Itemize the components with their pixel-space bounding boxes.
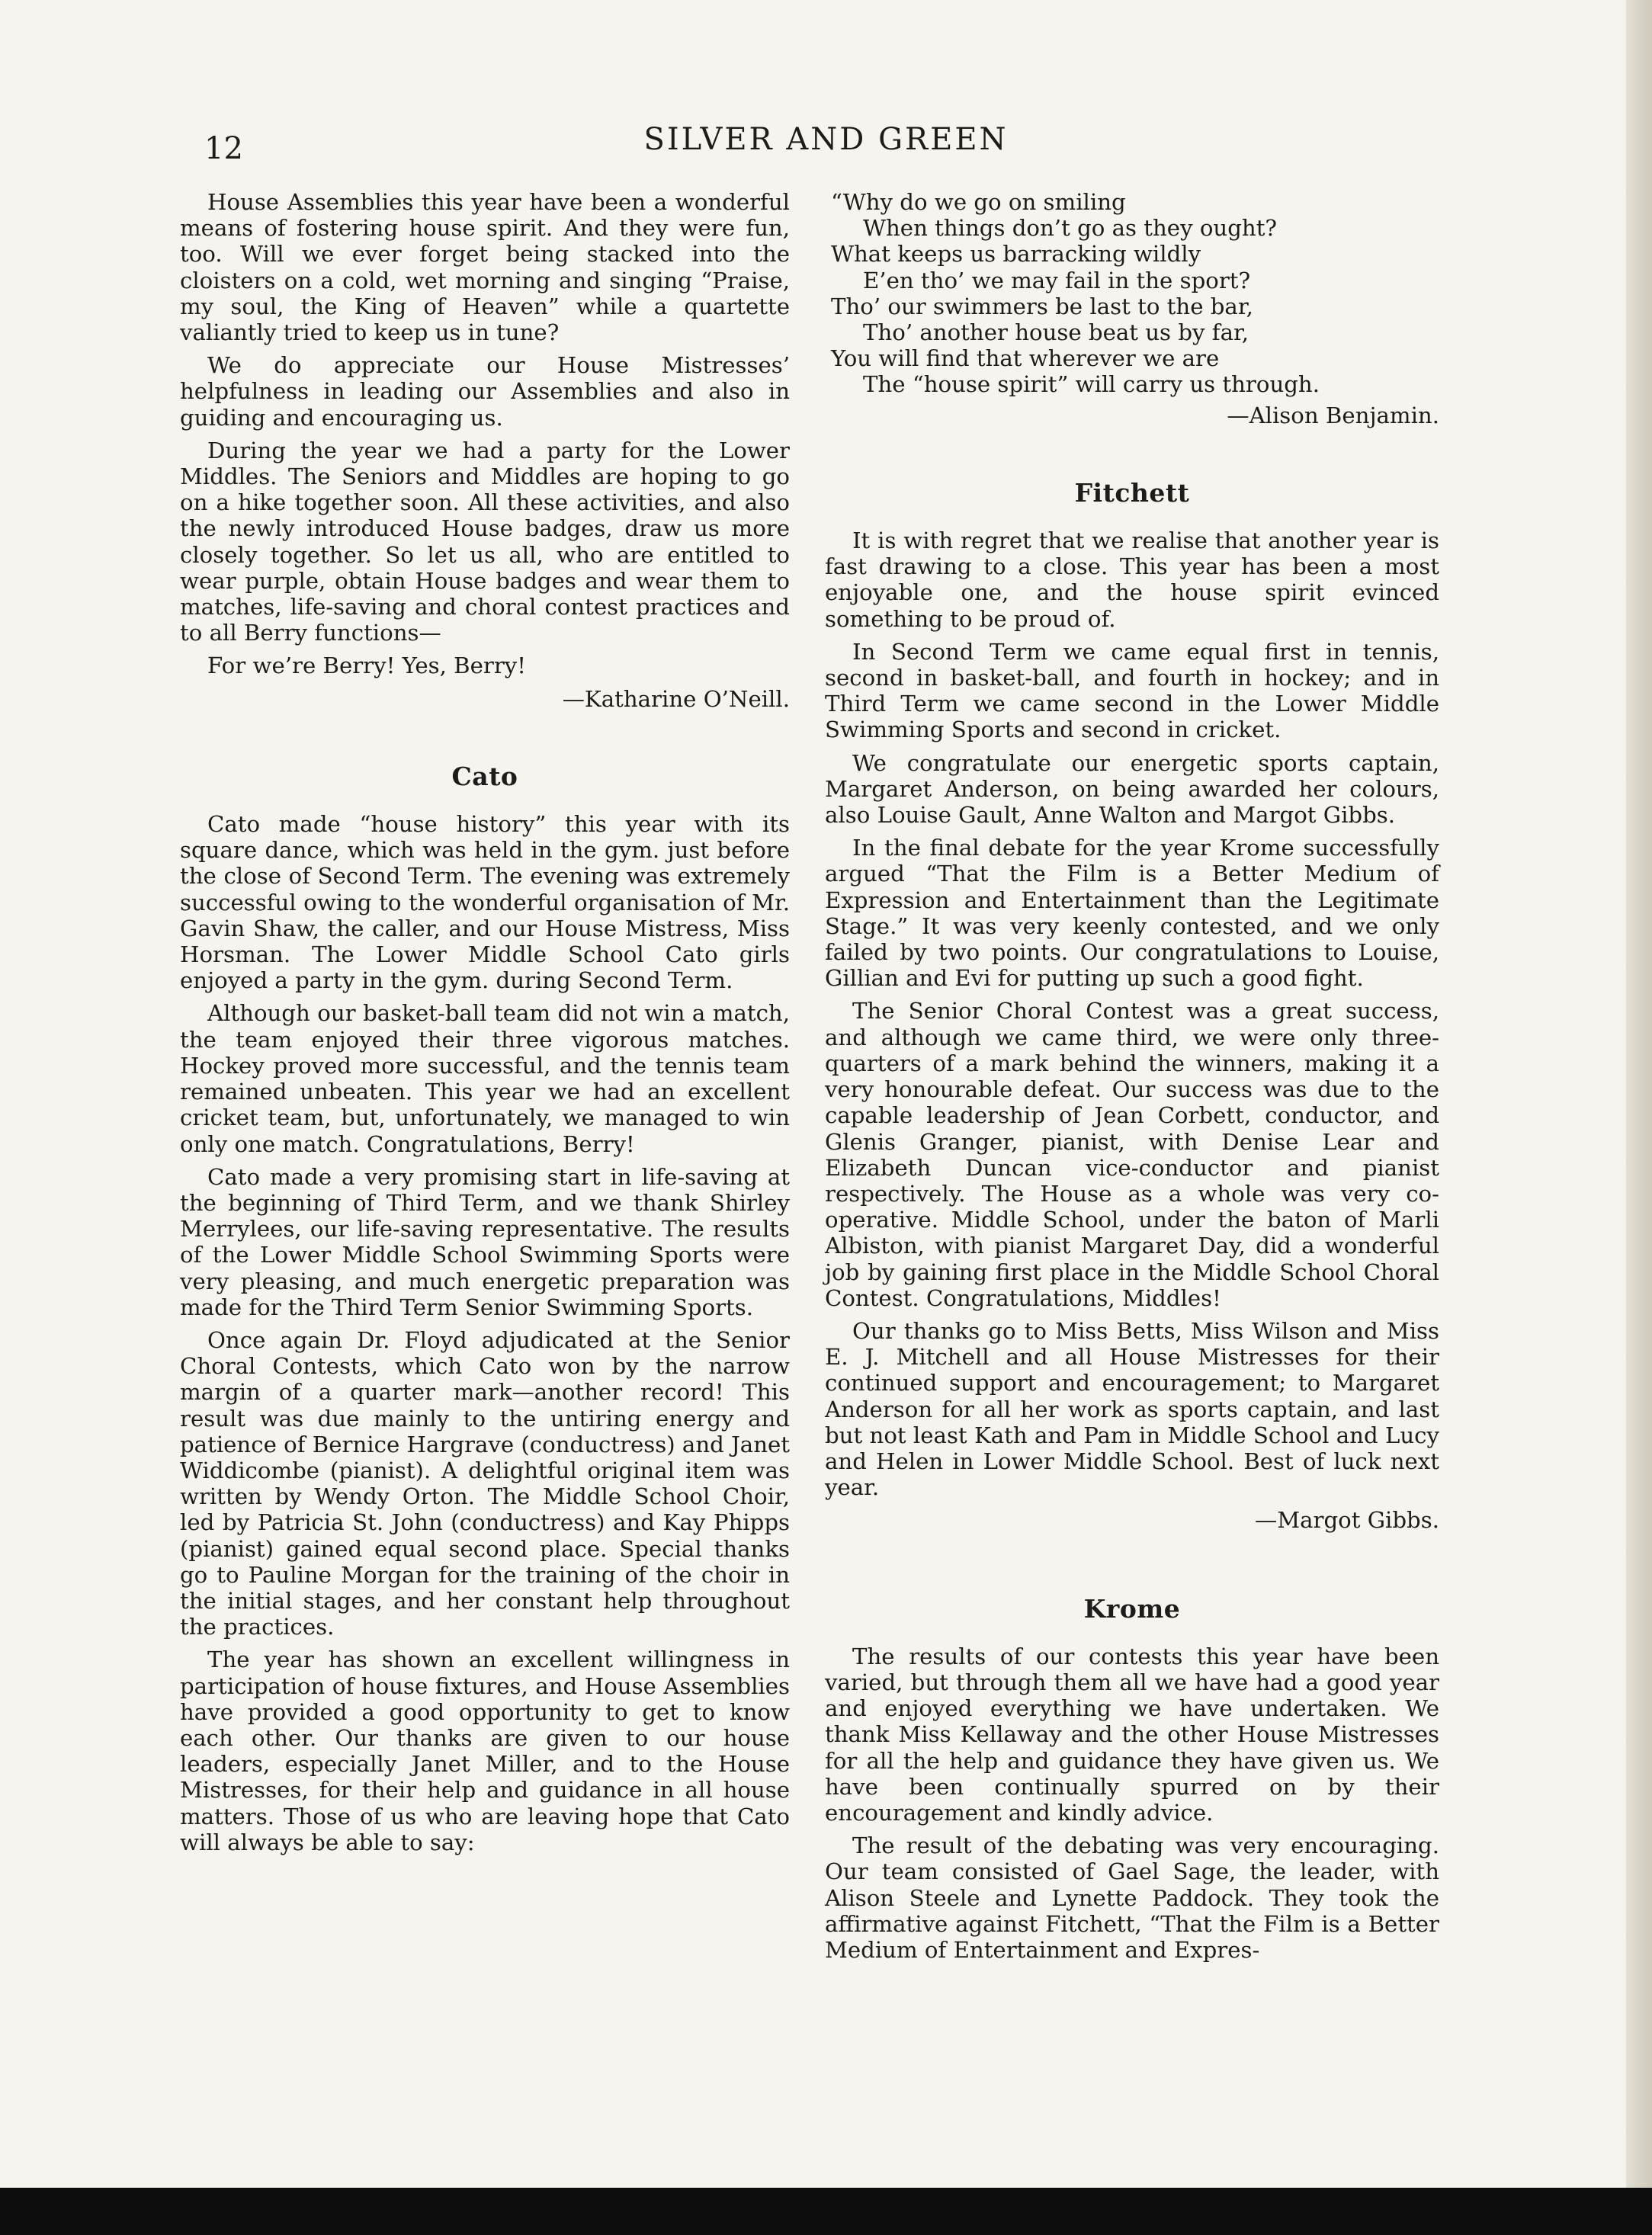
fitchett-paragraph: We congratulate our energetic sports captain, Margaret Anderson, on being awarded her colours, also Louise Gault, Anne Walton and Margot Gibbs. (825, 749, 1439, 829)
page-number: 12 (204, 131, 243, 166)
spacer (825, 434, 1439, 480)
scan-edge (1626, 0, 1652, 2188)
cato-paragraph: Cato made “house history” this year with its square dance, which was held in the gym. just before the close of Second Term. The evening was extremely successful owing to the wonderful organisation of Mr. Gavin Shaw, the caller, and our House Mistress, Miss Horsman. The Lower Middle School Cato girls enjoyed a party in the gym. during Second Term. (180, 811, 790, 994)
intro-paragraph: For we’re Berry! Yes, Berry! (207, 653, 527, 679)
intro-paragraph: We do appreciate our House Mistresses’ helpfulness in leading our Assemblies and also in guiding and encouraging us. (180, 352, 790, 431)
cato-paragraph: The year has shown an excellent willingness in participation of house fixtures, and House Assemblies have provided a good opportunity to get to know each other. Our thanks are given to our house leaders, especially Janet Miller, and to the House Mistresses, for their help and guidance in all house matters. Those of us who are leaving hope that Cato will always be able to say: (180, 1647, 790, 1855)
fitchett-paragraph: In Second Term we came equal first in tennis, second in basket-ball, and fourth in hockey; and in Third Term we came second in the Lower Middle Swimming Sports and second in cricket. (825, 638, 1439, 743)
right-column (825, 189, 1439, 1970)
fitchett-paragraph: Our thanks go to Miss Betts, Miss Wilson and Miss E. J. Mitchell and all House Mistresses for their continued support and encouragement; to Margaret Anderson for all her work as sports captain, and last but not least Kath and Pam in Middle School and Lucy and Helen in Lower Middle School. Best of luck next year. (825, 1317, 1439, 1501)
spacer (825, 1540, 1439, 1596)
section-heading-cato: Cato (451, 761, 518, 791)
fitchett-paragraph: The Senior Choral Contest was a great success, and although we came third, we were only three-quarters of a mark behind the winners, making it a very honourable defeat. Our success was due to the capable leadership of Jean Corbett, conductor, and Glenis Granger, pianist, with Denise Lear and Elizabeth Duncan vice-conductor and pianist respectively. The House as a whole was very co-operative. Middle School, under the baton of Marli Albiston, with pianist Margaret Day, did a wonderful job by gaining first place in the Middle School Choral Contest. Congratulations, Middles! (825, 998, 1439, 1311)
fitchett-paragraph: In the final debate for the year Krome successfully argued “That the Film is a Better Medium of Expression and Entertainment than the Legitimate Stage.” It was very keenly contested, and we only failed by two points. Our congratulations to Louise, Gillian and Evi for putting up such a good fight. (825, 835, 1439, 992)
poem-line: What keeps us barracking wildly (831, 241, 1201, 268)
section-heading-fitchett: Fitchett (1074, 477, 1190, 508)
poem (831, 189, 1439, 398)
cato-paragraph: Once again Dr. Floyd adjudicated at the Senior Choral Contests, which Cato won by the narrow margin of a quarter mark—another record! This result was due mainly to the untiring energy and patience of Bernice Hargrave (conductress) and Janet Widdicombe (pianist). A delightful original item was written by Wendy Orton. The Middle School Choir, led by Patricia St. John (conductress) and Kay Phipps (pianist) gained equal second place. Special thanks go to Pauline Morgan for the training of the choir in the initial stages, and her constant help throughout the practices. (180, 1326, 790, 1640)
intro-paragraph: House Assemblies this year have been a wonderful means of fostering house spirit. And they were fun, too. Will we ever forget being stacked into the cloisters on a cold, wet morning and singing “Praise, my soul, the King of Heaven” while a quartette valiantly tried to keep us in tune? (180, 189, 790, 346)
left-column (180, 189, 790, 1862)
signature: —Margot Gibbs. (1255, 1507, 1439, 1534)
signature: —Alison Benjamin. (1227, 402, 1439, 428)
cato-paragraph: Cato made a very promising start in life-saving at the beginning of Third Term, and we thank Shirley Merrylees, our life-saving representative. The results of the Lower Middle School Swimming Sports were very pleasing, and much energetic preparation was made for the Third Term Senior Swimming Sports. (180, 1163, 790, 1320)
krome-paragraph: The results of our contests this year have been varied, but through them all we have had a good year and enjoyed everything we have undertaken. We thank Miss Kellaway and the other House Mistresses for all the help and guidance they have given us. We have been continually spurred on by their encouragement and kindly advice. (825, 1643, 1439, 1826)
signature: —Katharine O’Neill. (562, 685, 790, 712)
krome-paragraph: The result of the debating was very encouraging. Our team consisted of Gael Sage, the leader, with Alison Steele and Lynette Paddock. They took the affirmative against Fitchett, “That the Film is a Better Medium of Entertainment and Expres- (825, 1833, 1439, 1963)
fitchett-paragraph: It is with regret that we realise that another year is fast drawing to a close. This year has been a most enjoyable one, and the house spirit evinced something to be proud of. (825, 527, 1439, 632)
cato-paragraph: Although our basket-ball team did not win a match, the team enjoyed their three vigorous matches. Hockey proved more successful, and the tennis team remained unbeaten. This year we had an excellent cricket team, but, unfortunately, we managed to win only one match. Congratulations, Berry! (180, 1000, 790, 1157)
poem-line: “Why do we go on smiling (831, 189, 1126, 215)
poem-line: Tho’ another house beat us by far, (863, 319, 1249, 346)
poem-line: Tho’ our swimmers be last to the bar, (831, 293, 1253, 319)
poem-line: The “house spirit” will carry us through. (863, 371, 1320, 398)
intro-paragraph: During the year we had a party for the Lower Middles. The Seniors and Middles are hoping to go on a hike together soon. All these activities, and also the newly introduced House badges, draw us more closely together. So let us all, who are entitled to wear purple, obtain House badges and wear them to matches, life-saving and choral contest practices and to all Berry functions— (180, 437, 790, 646)
poem-line: When things don’t go as they ought? (863, 215, 1278, 242)
section-heading-krome: Krome (1083, 1593, 1181, 1624)
running-head: SILVER AND GREEN (643, 122, 1009, 157)
poem-line: E’en tho’ we may fail in the sport? (863, 267, 1251, 293)
spacer (180, 718, 790, 764)
scan-border (0, 2188, 1652, 2235)
poem-line: You will find that wherever we are (831, 345, 1220, 372)
